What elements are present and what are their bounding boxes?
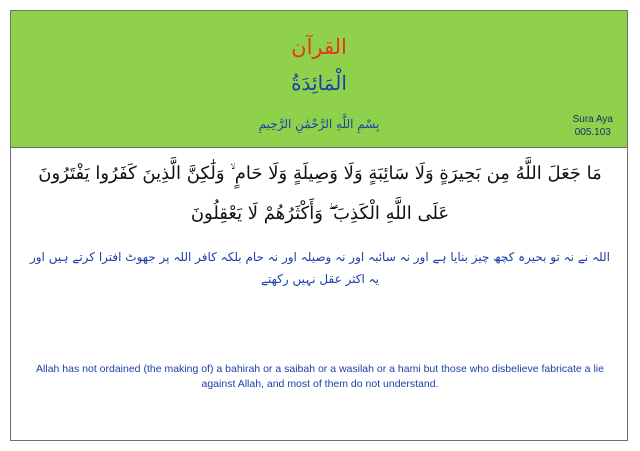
english-translation: Allah has not ordained (the making of) a bahirah or a saibah or a wasilah or a hami but those who disbelieve fabricate a lie against Allah, and most of them do not understand. bbox=[36, 363, 604, 390]
reference-label: Sura Aya bbox=[572, 114, 613, 125]
reference-number: 005.103 bbox=[574, 127, 611, 138]
arabic-verse: مَا جَعَلَ اللَّهُ مِن بَحِيرَةٍ وَلَا سَائِبَةٍ وَلَا وَصِيلَةٍ وَلَا حَامٍ ۙ وَلَٰكِنَّ الَّذِينَ كَفَرُوا يَفْتَرُونَ عَلَى اللَّهِ الْكَذِبَ ۖ وَأَكْثَرُهُمْ لَا يَعْقِلُونَ bbox=[38, 163, 602, 224]
header-band bbox=[11, 11, 627, 148]
surah-name: الْمَائِدَةُ bbox=[291, 71, 347, 95]
page-title: القرآن bbox=[291, 35, 347, 59]
urdu-translation: اللہ نے نہ تو بحیرہ کچھ چیز بنایا ہے اور نہ سائبہ اور نہ وصیلہ اور نہ حام بلکہ کافر اللہ پر جھوٹ افترا کرتے ہیں اور یہ اکثر عقل نہیں رکھتے bbox=[29, 250, 611, 286]
bismillah-text: بِسْمِ اللَّهِ الرَّحْمَٰنِ الرَّحِيمِ bbox=[258, 117, 380, 131]
verse-reference bbox=[573, 113, 613, 139]
verse-card bbox=[10, 10, 628, 441]
